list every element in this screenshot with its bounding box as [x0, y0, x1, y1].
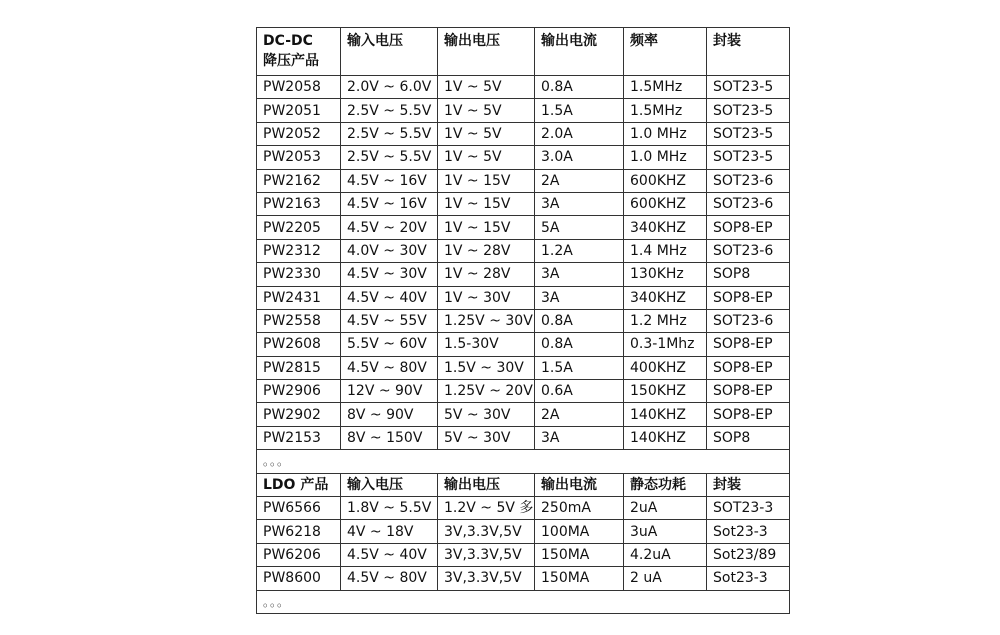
ldo-cell-output-voltage: 3V,3.3V,5V [438, 543, 535, 566]
ldo-header-input-voltage: 输入电压 [341, 473, 438, 496]
ldo-cell-spec: 2 uA [624, 567, 707, 590]
dcdc-cell-input-voltage: 2.5V ~ 5.5V [341, 146, 438, 169]
dcdc-cell-output-voltage: 1.25V ~ 20V [438, 380, 535, 403]
dcdc-cell-input-voltage: 4.5V ~ 16V [341, 169, 438, 192]
dcdc-cell-part-number: PW2558 [257, 309, 341, 332]
ldo-cell-spec: 3uA [624, 520, 707, 543]
dcdc-cell-part-number: PW2051 [257, 99, 341, 122]
ldo-cell-part-number: PW6566 [257, 497, 341, 520]
dcdc-cell-input-voltage: 4.5V ~ 20V [341, 216, 438, 239]
dcdc-cell-spec: 1.5MHz [624, 99, 707, 122]
dcdc-table-row [257, 380, 790, 403]
dcdc-table-row [257, 263, 790, 286]
dcdc-cell-spec: 140KHZ [624, 403, 707, 426]
dcdc-cell-input-voltage: 4.5V ~ 16V [341, 192, 438, 215]
dcdc-cell-input-voltage: 4.5V ~ 55V [341, 309, 438, 332]
ldo-header-quiescent-power: 静态功耗 [624, 473, 707, 496]
dcdc-table-row [257, 122, 790, 145]
dcdc-header-output-current: 输出电流 [535, 28, 624, 76]
dcdc-cell-input-voltage: 8V ~ 90V [341, 403, 438, 426]
dcdc-cell-part-number: PW2815 [257, 356, 341, 379]
dcdc-cell-spec: 600KHZ [624, 192, 707, 215]
dcdc-cell-input-voltage: 4.5V ~ 80V [341, 356, 438, 379]
dcdc-cell-part-number: PW2902 [257, 403, 341, 426]
dcdc-cell-package: SOP8-EP [707, 403, 790, 426]
dcdc-cell-spec: 140KHZ [624, 426, 707, 449]
dcdc-cell-input-voltage: 8V ~ 150V [341, 426, 438, 449]
dcdc-table-row [257, 216, 790, 239]
dcdc-cell-output-current: 3A [535, 263, 624, 286]
ldo-table-row [257, 497, 790, 520]
ldo-cell-package: Sot23-3 [707, 567, 790, 590]
dcdc-cell-output-current: 5A [535, 216, 624, 239]
dcdc-cell-output-current: 0.8A [535, 333, 624, 356]
dcdc-cell-part-number: PW2312 [257, 239, 341, 262]
ldo-table-row [257, 520, 790, 543]
dcdc-cell-output-voltage: 1V ~ 15V [438, 216, 535, 239]
dcdc-cell-output-voltage: 1V ~ 5V [438, 76, 535, 99]
dcdc-table-row [257, 286, 790, 309]
dcdc-cell-part-number: PW2205 [257, 216, 341, 239]
dcdc-cell-output-voltage: 1V ~ 5V [438, 99, 535, 122]
dcdc-cell-output-voltage: 5V ~ 30V [438, 403, 535, 426]
dcdc-cell-output-current: 0.6A [535, 380, 624, 403]
dcdc-header-category: DC-DC 降压产品 [257, 28, 341, 76]
ldo-cell-output-voltage: 3V,3.3V,5V [438, 520, 535, 543]
dcdc-cell-spec: 400KHZ [624, 356, 707, 379]
dcdc-cell-input-voltage: 4.5V ~ 30V [341, 263, 438, 286]
dcdc-cell-package: SOP8-EP [707, 380, 790, 403]
ldo-ellipsis-row [257, 590, 790, 613]
dcdc-cell-output-voltage: 1V ~ 5V [438, 146, 535, 169]
dcdc-cell-spec: 340KHZ [624, 286, 707, 309]
dcdc-cell-package: SOT23-5 [707, 122, 790, 145]
dcdc-cell-part-number: PW2163 [257, 192, 341, 215]
ldo-cell-input-voltage: 4.5V ~ 80V [341, 567, 438, 590]
dcdc-cell-input-voltage: 4.0V ~ 30V [341, 239, 438, 262]
ldo-cell-output-voltage: 3V,3.3V,5V [438, 567, 535, 590]
dcdc-cell-output-current: 2A [535, 169, 624, 192]
dcdc-cell-package: SOP8 [707, 426, 790, 449]
dcdc-cell-part-number: PW2330 [257, 263, 341, 286]
dcdc-cell-output-current: 1.2A [535, 239, 624, 262]
dcdc-table-row [257, 239, 790, 262]
dcdc-cell-output-voltage: 1.25V ~ 30V [438, 309, 535, 332]
dcdc-cell-output-current: 3.0A [535, 146, 624, 169]
dcdc-cell-input-voltage: 2.0V ~ 6.0V [341, 76, 438, 99]
ldo-header-output-voltage: 输出电压 [438, 473, 535, 496]
dcdc-cell-output-voltage: 1V ~ 5V [438, 122, 535, 145]
dcdc-cell-package: SOP8-EP [707, 356, 790, 379]
ldo-header-category: LDO 产品 [257, 473, 341, 496]
dcdc-cell-output-current: 2A [535, 403, 624, 426]
ldo-cell-package: Sot23-3 [707, 520, 790, 543]
dcdc-cell-input-voltage: 4.5V ~ 40V [341, 286, 438, 309]
dcdc-cell-spec: 1.4 MHz [624, 239, 707, 262]
ldo-cell-package: Sot23/89 [707, 543, 790, 566]
dcdc-cell-output-current: 1.5A [535, 99, 624, 122]
dcdc-cell-output-current: 2.0A [535, 122, 624, 145]
dcdc-cell-part-number: PW2431 [257, 286, 341, 309]
dcdc-cell-part-number: PW2053 [257, 146, 341, 169]
ldo-ellipsis: 。。。 [257, 590, 790, 613]
ldo-header-package: 封装 [707, 473, 790, 496]
dcdc-cell-package: SOT23-6 [707, 239, 790, 262]
dcdc-cell-spec: 1.2 MHz [624, 309, 707, 332]
dcdc-cell-spec: 1.0 MHz [624, 122, 707, 145]
dcdc-cell-output-current: 3A [535, 426, 624, 449]
dcdc-cell-input-voltage: 5.5V ~ 60V [341, 333, 438, 356]
dcdc-cell-package: SOT23-6 [707, 169, 790, 192]
ldo-cell-output-current: 100MA [535, 520, 624, 543]
dcdc-cell-input-voltage: 2.5V ~ 5.5V [341, 99, 438, 122]
ldo-cell-output-current: 150MA [535, 567, 624, 590]
dcdc-cell-spec: 150KHZ [624, 380, 707, 403]
ldo-cell-part-number: PW6206 [257, 543, 341, 566]
dcdc-cell-part-number: PW2153 [257, 426, 341, 449]
ldo-cell-output-voltage: 1.2V ~ 5V 多 [438, 497, 535, 520]
ldo-cell-input-voltage: 1.8V ~ 5.5V [341, 497, 438, 520]
ldo-cell-part-number: PW6218 [257, 520, 341, 543]
dcdc-cell-output-current: 3A [535, 286, 624, 309]
dcdc-table-row [257, 99, 790, 122]
dcdc-cell-output-voltage: 1V ~ 15V [438, 192, 535, 215]
ldo-cell-spec: 4.2uA [624, 543, 707, 566]
dcdc-cell-output-current: 0.8A [535, 76, 624, 99]
dcdc-cell-spec: 1.0 MHz [624, 146, 707, 169]
dcdc-cell-output-current: 3A [535, 192, 624, 215]
ldo-rows [257, 497, 790, 591]
dcdc-cell-output-voltage: 1.5V ~ 30V [438, 356, 535, 379]
dcdc-cell-package: SOP8-EP [707, 286, 790, 309]
ldo-table-row [257, 567, 790, 590]
dcdc-cell-package: SOT23-5 [707, 146, 790, 169]
ldo-cell-part-number: PW8600 [257, 567, 341, 590]
ldo-cell-input-voltage: 4V ~ 18V [341, 520, 438, 543]
dcdc-cell-part-number: PW2052 [257, 122, 341, 145]
dcdc-cell-package: SOP8-EP [707, 333, 790, 356]
dcdc-cell-spec: 130KHz [624, 263, 707, 286]
dcdc-header-input-voltage: 输入电压 [341, 28, 438, 76]
dcdc-cell-output-current: 1.5A [535, 356, 624, 379]
dcdc-table-row [257, 333, 790, 356]
dcdc-cell-package: SOT23-5 [707, 76, 790, 99]
dcdc-cell-spec: 600KHZ [624, 169, 707, 192]
dcdc-cell-part-number: PW2608 [257, 333, 341, 356]
dcdc-table-row [257, 356, 790, 379]
dcdc-cell-output-voltage: 1V ~ 30V [438, 286, 535, 309]
dcdc-cell-input-voltage: 2.5V ~ 5.5V [341, 122, 438, 145]
dcdc-header-frequency: 频率 [624, 28, 707, 76]
dcdc-rows [257, 76, 790, 450]
dcdc-ellipsis-row [257, 450, 790, 473]
dcdc-ellipsis: 。。。 [257, 450, 790, 473]
dcdc-cell-package: SOP8-EP [707, 216, 790, 239]
product-spec-table [256, 27, 790, 614]
dcdc-table-row [257, 309, 790, 332]
dcdc-table-row [257, 76, 790, 99]
dcdc-cell-part-number: PW2162 [257, 169, 341, 192]
dcdc-cell-package: SOP8 [707, 263, 790, 286]
dcdc-cell-part-number: PW2906 [257, 380, 341, 403]
dcdc-cell-package: SOT23-6 [707, 309, 790, 332]
dcdc-cell-package: SOT23-5 [707, 99, 790, 122]
ldo-cell-input-voltage: 4.5V ~ 40V [341, 543, 438, 566]
ldo-header-output-current: 输出电流 [535, 473, 624, 496]
dcdc-cell-input-voltage: 12V ~ 90V [341, 380, 438, 403]
dcdc-table-row [257, 146, 790, 169]
dcdc-cell-spec: 1.5MHz [624, 76, 707, 99]
ldo-cell-package: SOT23-3 [707, 497, 790, 520]
ldo-cell-output-current: 150MA [535, 543, 624, 566]
dcdc-table-row [257, 403, 790, 426]
dcdc-header-package: 封装 [707, 28, 790, 76]
dcdc-cell-spec: 340KHZ [624, 216, 707, 239]
ldo-cell-output-current: 250mA [535, 497, 624, 520]
dcdc-cell-spec: 0.3-1Mhz [624, 333, 707, 356]
dcdc-cell-output-voltage: 1.5-30V [438, 333, 535, 356]
dcdc-table-row [257, 192, 790, 215]
dcdc-cell-output-voltage: 1V ~ 15V [438, 169, 535, 192]
dcdc-table-row [257, 169, 790, 192]
dcdc-table-row [257, 426, 790, 449]
dcdc-cell-package: SOT23-6 [707, 192, 790, 215]
dcdc-cell-output-voltage: 5V ~ 30V [438, 426, 535, 449]
dcdc-header-output-voltage: 输出电压 [438, 28, 535, 76]
ldo-cell-spec: 2uA [624, 497, 707, 520]
dcdc-cell-part-number: PW2058 [257, 76, 341, 99]
ldo-header-row [257, 473, 790, 496]
dcdc-cell-output-voltage: 1V ~ 28V [438, 263, 535, 286]
dcdc-cell-output-voltage: 1V ~ 28V [438, 239, 535, 262]
ldo-table-row [257, 543, 790, 566]
dcdc-header-row [257, 28, 790, 76]
dcdc-cell-output-current: 0.8A [535, 309, 624, 332]
